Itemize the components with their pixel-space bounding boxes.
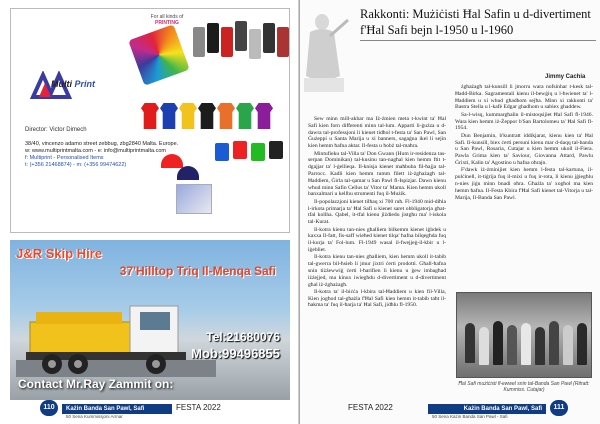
skip-hire-contact: Contact Mr.Ray Zammit on: [18,377,174,391]
skip-hire-tel: Tel:21680076 [206,330,280,344]
colour-swatch-icon [128,24,190,86]
article-author: Jimmy Cachia [545,74,586,80]
statue-image [300,6,356,96]
paragraph: żgħażagħ tal-kunsill li jmorru wara nofsinhar t-kesk tal-Ħadd-Birka. Sagramentali kienu il-bewġiq u l-ħwienet ta' l-Ħaddiem u xi whud għadhom sejħa. Minn xi rakkonti ta' Bastra Stella u l-kafè Edgar ghadhom u sabiex ghaddew. [455,84,593,111]
skip-truck-image [16,282,216,377]
page-number-left: 110 [40,400,58,416]
skip-hire-mob: Mob:99496855 [191,346,280,361]
paragraph: Mintufieku tal-Villa ta' Don Gwann (Hum ir-residenza tas-serpan Dominikan) tal-kusinu tan-nagħal kien hemm ftit t-dgajjar ta' l-ġellieqa. Il-knisja kienet maħbuba fil-ħajja tal-Parrocc. Kadli kien hemm tumm filett iż-żgħażagħ tal-Ħaddiem, Ġirla tal-qamar u San Pawl fl-Ispizjar. Dawn kienu wħud minn Safin Cellus ta' Vitor ta' Mama. Kien hemm ukoll banxalmari u kellhu strumenti fuq il-Mużik. [308,150,446,198]
tshirts-image [141,103,291,135]
multiprint-director: Director: Victor Dimech [25,127,87,133]
footer-bar-right: Każin Banda San Pawl, Safi [428,404,546,414]
footer-sub-left: 50 Sena Kummissjoni Armar [66,414,123,419]
multiprint-tagline [137,14,197,26]
multiprint-advert [10,8,290,233]
mugs-image [193,17,293,67]
caps-image [161,144,201,184]
facebook-line: f: Multiprint - Personalised Items [25,155,104,161]
multiprint-logo-text: Multi Print [51,79,96,89]
paragraph: Sew minn mill-akbar ma Iż-żmien meta t-kwint ta' Ħal Safi kien forn differenti minn tal-lum. Apparti li-ġużza u d-dawra tal-professjoni li kienet tidħol t-festa ta' San Pawl, San Ġużeppi u Santa Marija u xi banners, sagaġna ikel li sejin kien hemm ħafna aktar. Il-festa u ħobż tal-maħra. [308,116,446,150]
skip-hire-advert [10,240,290,400]
paragraph: Il-kotra kienu tan-nies għalliem bilkemm kienet iġbdek u kaxxa Il-fatt, fis-saff wieħed kienet tilqa' ħafna bilqegħda fuq il-kurja ta' Fol-lum. Fl-1949 wasal il-fwejjeġ-il-kbir u l-iġebliet. [308,226,446,253]
phone-line: t: (+356 21468874) - m: (+356 99474622) [25,162,127,168]
paragraph: F'dawk iż-żminijiet kien hemm l-festa tal-kartuna, il-pulċinell, it-tiġrija fuq il-mixi u fuq ir-rota, li kienu jġiegħlu n-nies jiġu minn bnadi oħra. Għażla ta' xogħol ma kien hemm ħafna. Il-Festa Kbira f'Ħal Safi kienet tal-Vitorja u tal-Marija, Il-Banda San Pawl. [455,167,593,201]
footer-bar-left: Każin Banda San Pawl, Safi [62,404,172,414]
musicians-photo [456,292,592,378]
article-column-right [455,84,593,288]
address-line: 38/40, vincenzo adamo street zebbug, zbg2840 Malta. Europe. [25,141,179,147]
festa-label-right: FESTA 2022 [348,403,393,412]
page-number-right: 111 [550,400,568,416]
paragraph: Sa-l-wisq, kummargħalin il-mistoqsijiet Ħal Safi fl-1946. Wara kien hemm iż-Żeppor b'San Bartolomeu ta' Ħal Safi fl-1954. [455,111,593,132]
footer-sub-right: 50 Sena Każin Banda San Pawl - Safi [432,414,508,419]
web-email-line: w: www.multiprintmalta.com - e: info@multiprintmalta.com [25,148,166,154]
printed-box-image [176,184,212,214]
paragraph: Il-kotra kienu tan-nies għalliem, kien hemm ukoll it-tabib tal-gwerra bil-ħsieb li jmur jixtri ċerti prodotti. Għall-ħafna snin tiżżewwiġ ċerti l-ħarifien li kienu u ġew imbagħad iżżejjed, ma kinux iwiegħdu d-divertiment u d-divertiment għal iż-żgħażagħ. [308,254,446,288]
tagline-prefix: For all kinds of [150,14,184,20]
article-title: Rakkonti: Mużiċisti Ħal Safin u d-divertiment f'Ħal Safi bejn l-1950 u l-1960 [360,6,596,41]
article-column-left [308,116,446,398]
paragraph: Dun Benjamin, b'kuntratt iddikjarat, kienu kien ta' Ħal Safi. Il-kunsill, biex ċerti persuni kienu mar d-daqq tal-banda u San Pawl, Rosaria, Cutajar u kien hemm ukoll il-Fiera. Pawla Grima kien ta' Saviour, Giovanna Attard, Pawlu Ġrixti, Kalin ta' Agostino u ħafna oħrajn. [455,132,593,166]
paragraph: Il-popolazzjoni kienet tilħaq xi 700 ruħ. Fl-1940 mid-diħla l-irkota primarja ta' Ħal Safi u kienet saret obbligatorja għat-tfal kollha. Qabel, it-tfal kienu jiżdiedu jistgħu ma' l-iskola tal-Kurat. [308,198,446,226]
tagline-bold: PRINTING [155,20,179,26]
cups-image [211,139,291,179]
festa-label-left: FESTA 2022 [176,403,221,412]
skip-hire-address: 37'Hilltop Triq Il-Menqa Safi [119,264,276,278]
paragraph: Il-kotra ta' il-biċċa l-kbira tal-Ħaddiem u kien fil-Villa, Kien jogħod tal-għażla f'Ħal Safi kien hemm it-tabib taħt il-ħakma ta' fuq il-ħarja ta' Ħal Safi, jidħlu fl-1950. [308,288,446,309]
photo-caption: Ħal Safi mużiċisti fl-ewwel snin tal-Banda San Pawl (Ritratt: Kummiss. Cutajar) [458,381,590,393]
right-page [300,0,600,424]
skip-hire-title: J&R Skip Hire [16,246,102,261]
